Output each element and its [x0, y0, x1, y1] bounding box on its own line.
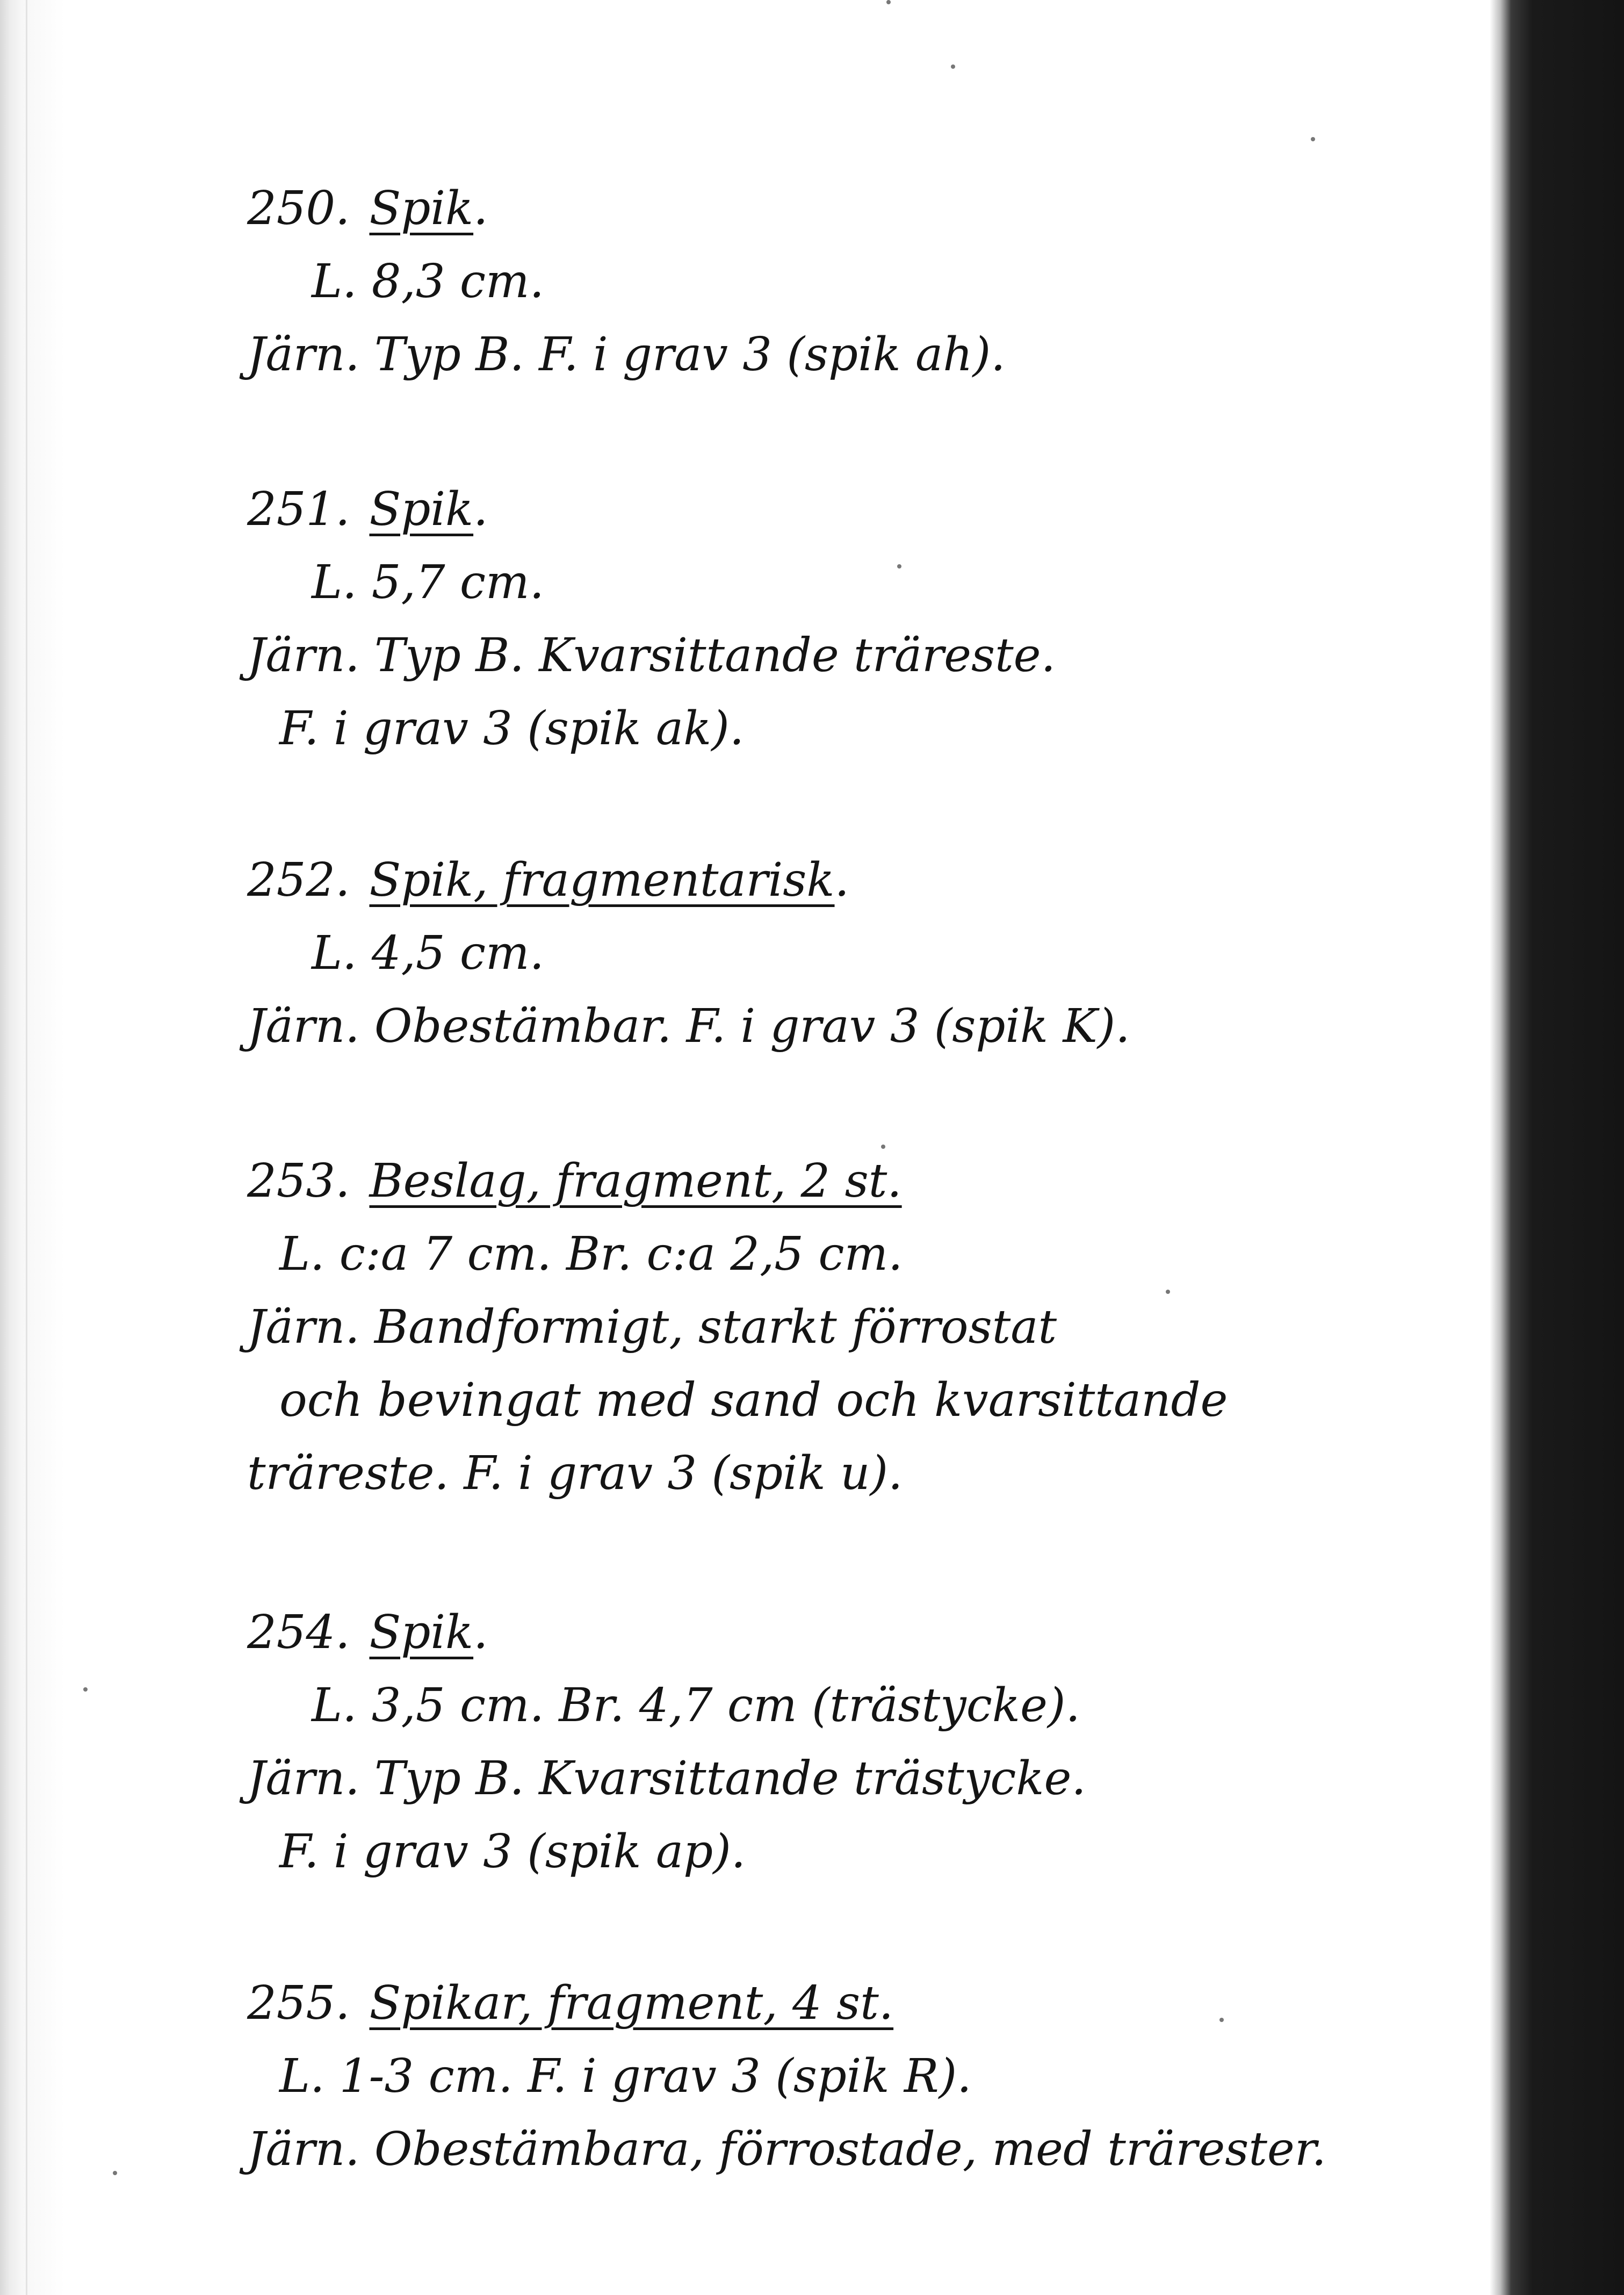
entry-heading: [247, 1967, 1429, 2040]
entry-number: 255.: [247, 1976, 350, 2030]
paper-speck: [1219, 2018, 1224, 2022]
paper-speck: [1166, 1290, 1170, 1294]
paper-speck: [881, 1145, 885, 1149]
entry-measure-line: L. 1-3 cm. F. i grav 3 (spik R).: [279, 2049, 972, 2103]
paper-speck: [951, 64, 955, 69]
catalog-entry-252: [247, 844, 1429, 1063]
paper-speck: [83, 1687, 88, 1692]
entry-measure-line: L. c:a 7 cm. Br. c:a 2,5 cm.: [279, 1227, 903, 1281]
entry-number: 251.: [247, 483, 350, 536]
entry-description-line: och bevingat med sand och kvarsittande: [279, 1373, 1228, 1427]
paper-speck: [113, 2171, 117, 2175]
entry-heading: 250. Spik.: [247, 182, 488, 235]
entry-title: Spik, fragmentarisk: [369, 853, 835, 907]
entry-find-line: träreste. F. i grav 3 (spik u).: [247, 1447, 903, 1500]
entry-description-line: Järn. Typ B. Kvarsittande träreste.: [247, 629, 1056, 682]
entry-title: Spikar, fragment, 4 st.: [369, 1976, 894, 2030]
entry-title: Spik: [369, 1606, 474, 1659]
entry-title: Spik: [369, 483, 474, 536]
entry-heading: [247, 1145, 1429, 1218]
entry-find-line: F. i grav 3 (spik ap).: [279, 1825, 746, 1879]
entry-find-line: F. i grav 3 (spik ak).: [279, 702, 745, 756]
entry-measure-line: L. 3,5 cm. Br. 4,7 cm (trästycke).: [312, 1679, 1080, 1732]
entry-measure-line: L. 5,7 cm.: [312, 556, 544, 609]
entry-title: Spik: [369, 182, 474, 235]
page-edge-left: [0, 0, 64, 2295]
entry-number: 250.: [247, 182, 350, 235]
entry-description-line: Järn. Bandformigt, starkt förrostat: [247, 1300, 1057, 1354]
catalog-entry-253: [247, 1145, 1429, 1510]
entry-description-line: Järn. Obestämbar. F. i grav 3 (spik K).: [247, 999, 1130, 1053]
catalog-entry-251: [247, 473, 1429, 765]
entry-heading: 252. Spik, fragmentarisk.: [247, 853, 849, 907]
catalog-entry-250: [247, 172, 1429, 391]
entry-description-line: Järn. Obestämbara, förrostade, med trärester.: [247, 2123, 1326, 2176]
entry-title: Beslag, fragment, 2 st.: [369, 1154, 902, 1208]
entry-description-line: Järn. Typ B. Kvarsittande trästycke.: [247, 1752, 1086, 1805]
entry-measure-line: L. 8,3 cm.: [312, 255, 544, 308]
entry-measure-line: L. 4,5 cm.: [312, 926, 544, 980]
paper-speck: [897, 564, 901, 569]
entry-heading: 251. Spik.: [247, 483, 488, 536]
entry-number: 253.: [247, 1154, 350, 1208]
catalog-entry-255: [247, 1967, 1429, 2186]
entry-number: 254.: [247, 1606, 350, 1659]
page-edge-right: [1490, 0, 1624, 2295]
catalog-entry-254: [247, 1596, 1429, 1888]
entry-description-line: Järn. Typ B. F. i grav 3 (spik ah).: [247, 328, 1006, 382]
entry-number: 252.: [247, 853, 350, 907]
entry-heading: 254. Spik.: [247, 1606, 488, 1659]
paper-speck: [886, 0, 891, 4]
paper-speck: [1311, 137, 1315, 141]
